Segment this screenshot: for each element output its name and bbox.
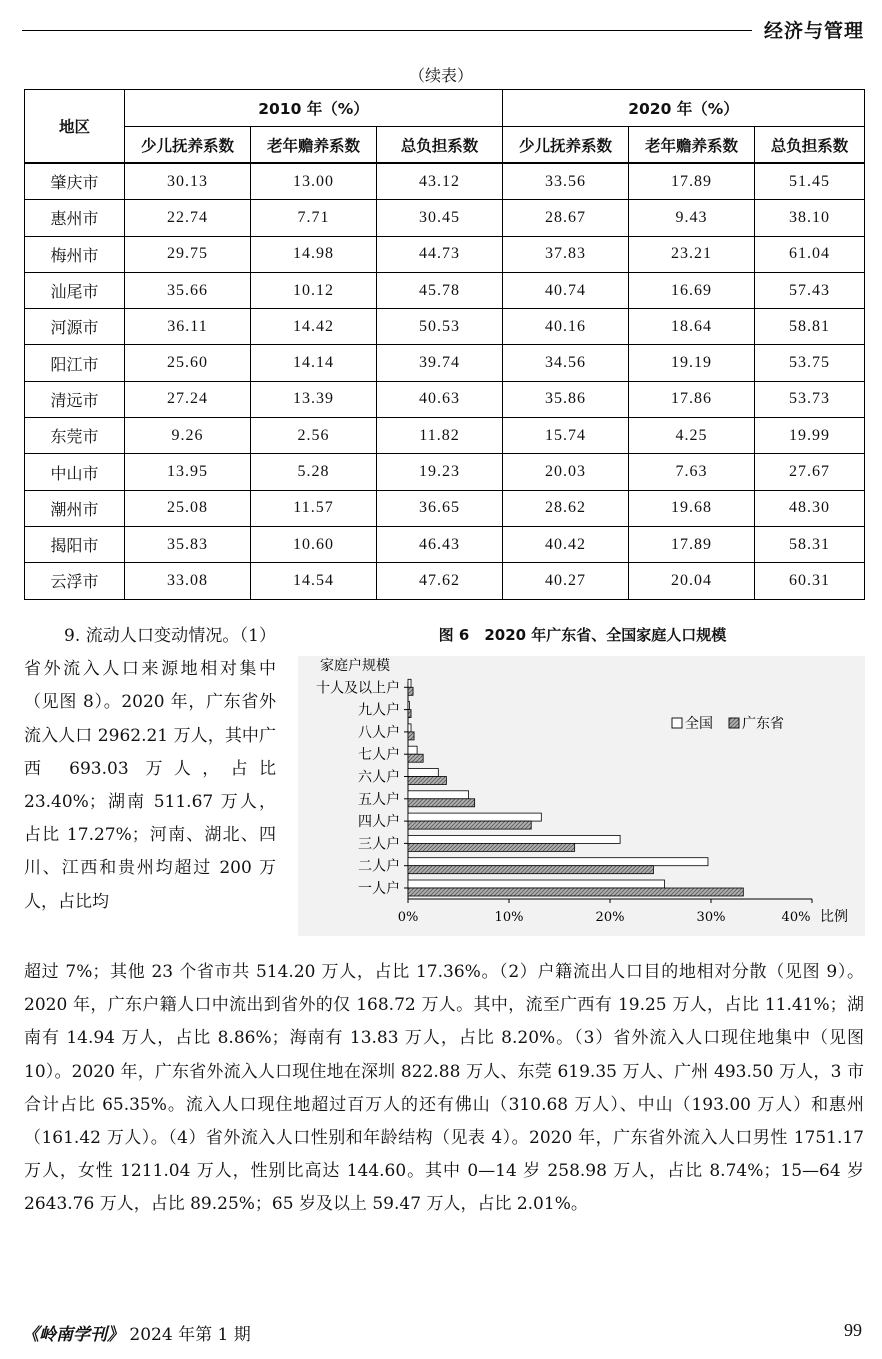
value-cell: 48.30 [755, 490, 865, 526]
column-header: 总负担系数 [755, 127, 865, 164]
table-row [25, 345, 865, 381]
bar-guangdong [408, 821, 531, 829]
table-row [25, 272, 865, 308]
value-cell: 19.19 [629, 345, 755, 381]
value-cell: 13.00 [251, 163, 377, 200]
paragraph-migration-intro-text: 9. 流动人口变动情况。（1）省外流入人口来源地相对集中（见图 8）。2020 年，广东省外流入人口 2962.21 万人，其中广西 693.03 万人，占比 23.40%；湖南 511.67 万人，占比 17.27%；河南、湖北、四川、江西和贵州均超过 200 万人，占比均 [24, 626, 276, 912]
x-tick-label: 10% [494, 910, 524, 925]
x-axis-title: 比例 [820, 909, 848, 925]
bar-national [408, 769, 438, 777]
region-cell: 揭阳市 [25, 526, 125, 562]
value-cell: 22.74 [125, 200, 251, 236]
value-cell: 17.89 [629, 526, 755, 562]
value-cell: 16.69 [629, 272, 755, 308]
paragraph-migration-detail: 超过 7%；其他 23 个省市共 514.20 万人，占比 17.36%。（2）户籍流出人口目的地相对分散（见图 9）。2020 年，广东户籍人口中流出到省外的仅 168.72 万人。其中，流至广西有 19.25 万人，占比 11.41%；湖南有 14.94 万人，占比 8.86%；海南有 13.83 万人，占比 8.20%。（3）省外流入人口现住地集中（见图 10）。2020 年，广东省外流入人口现住地在深圳 822.88 万人、东莞 619.35 万人、广州 493.50 万人，3 市合计占比 65.35%。流入人口现住地超过百万人的还有佛山（310.68 万人）、中山（193.00 万人）和惠州（161.42 万人）。（4）省外流入人口性别和年龄结构（见表 4）。2020 年，广东省外流入人口男性 1751.17 万人，女性 1211.04 万人，性别比高达 144.60。其中 0—14 岁 258.98 万人，占比 8.74%；15—64 岁 2643.76 万人，占比 89.25%；65 岁及以上 59.47 万人，占比 2.01%。 [24, 962, 864, 1215]
value-cell: 9.26 [125, 418, 251, 454]
region-cell: 东莞市 [25, 418, 125, 454]
x-tick-label: 30% [696, 910, 726, 925]
section-title: 经济与管理 [763, 20, 864, 42]
category-label: 七人户 [358, 747, 400, 764]
value-cell: 13.95 [125, 454, 251, 490]
table-row [25, 163, 865, 200]
value-cell: 23.21 [629, 236, 755, 272]
region-cell: 惠州市 [25, 200, 125, 236]
value-cell: 17.86 [629, 381, 755, 417]
bar-guangdong [408, 888, 743, 896]
value-cell: 15.74 [503, 418, 629, 454]
table-row [25, 454, 865, 490]
dependency-ratio-table [24, 89, 865, 600]
value-cell: 51.45 [755, 163, 865, 200]
bar-national [408, 724, 411, 732]
category-label: 三人户 [358, 836, 400, 853]
table-row [25, 563, 865, 599]
bar-national [408, 746, 417, 754]
value-cell: 2.56 [251, 418, 377, 454]
bar-guangdong [408, 687, 413, 695]
value-cell: 58.31 [755, 526, 865, 562]
legend-label-national: 全国 [685, 716, 713, 732]
bar-guangdong [408, 799, 475, 807]
table-row [25, 200, 865, 236]
value-cell: 25.08 [125, 490, 251, 526]
value-cell: 33.56 [503, 163, 629, 200]
bar-national [408, 835, 620, 843]
figure-title: 图 6 2020 年广东省、全国家庭人口规模 [438, 626, 727, 644]
value-cell: 39.74 [377, 345, 503, 381]
y-axis-title: 家庭户规模 [320, 658, 390, 674]
category-label: 二人户 [358, 858, 400, 875]
value-cell: 17.89 [629, 163, 755, 200]
value-cell: 37.83 [503, 236, 629, 272]
value-cell: 28.62 [503, 490, 629, 526]
legend-label-guangdong: 广东省 [742, 716, 784, 732]
value-cell: 14.42 [251, 309, 377, 345]
value-cell: 43.12 [377, 163, 503, 200]
value-cell: 7.63 [629, 454, 755, 490]
category-label: 四人户 [358, 814, 400, 831]
value-cell: 47.62 [377, 563, 503, 599]
table-row [25, 526, 865, 562]
value-cell: 19.99 [755, 418, 865, 454]
value-cell: 25.60 [125, 345, 251, 381]
value-cell: 14.54 [251, 563, 377, 599]
value-cell: 18.64 [629, 309, 755, 345]
table-row [25, 236, 865, 272]
value-cell: 53.73 [755, 381, 865, 417]
value-cell: 40.42 [503, 526, 629, 562]
value-cell: 29.75 [125, 236, 251, 272]
value-cell: 61.04 [755, 236, 865, 272]
legend-swatch-national [672, 718, 682, 728]
page-number: 99 [844, 1320, 862, 1340]
value-cell: 10.12 [251, 272, 377, 308]
column-header: 老年赡养系数 [251, 127, 377, 164]
value-cell: 14.98 [251, 236, 377, 272]
bar-national [408, 858, 708, 866]
column-header: 总负担系数 [377, 127, 503, 164]
region-cell: 云浮市 [25, 563, 125, 599]
value-cell: 5.28 [251, 454, 377, 490]
value-cell: 50.53 [377, 309, 503, 345]
column-header: 少儿抚养系数 [503, 127, 629, 164]
value-cell: 40.16 [503, 309, 629, 345]
value-cell: 33.08 [125, 563, 251, 599]
value-cell: 7.71 [251, 200, 377, 236]
value-cell: 35.86 [503, 381, 629, 417]
value-cell: 20.04 [629, 563, 755, 599]
journal-issue: 2024 年第 1 期 [129, 1325, 251, 1345]
category-label: 九人户 [358, 702, 400, 719]
bar-guangdong [408, 843, 575, 851]
region-cell: 中山市 [25, 454, 125, 490]
region-cell: 梅州市 [25, 236, 125, 272]
table-row [25, 381, 865, 417]
bar-guangdong [408, 754, 423, 762]
paragraph-migration-intro [24, 620, 276, 919]
value-cell: 35.66 [125, 272, 251, 308]
bar-national [408, 702, 410, 710]
value-cell: 28.67 [503, 200, 629, 236]
value-cell: 38.10 [755, 200, 865, 236]
table-row [25, 418, 865, 454]
region-cell: 肇庆市 [25, 163, 125, 200]
value-cell: 40.63 [377, 381, 503, 417]
group-header-2010: 2010 年（%） [125, 90, 503, 127]
value-cell: 44.73 [377, 236, 503, 272]
value-cell: 35.83 [125, 526, 251, 562]
value-cell: 10.60 [251, 526, 377, 562]
value-cell: 19.68 [629, 490, 755, 526]
bar-national [408, 791, 469, 799]
bar-guangdong [408, 777, 446, 785]
value-cell: 46.43 [377, 526, 503, 562]
value-cell: 30.13 [125, 163, 251, 200]
value-cell: 13.39 [251, 381, 377, 417]
value-cell: 9.43 [629, 200, 755, 236]
legend-swatch-guangdong [729, 718, 739, 728]
value-cell: 34.56 [503, 345, 629, 381]
column-header: 少儿抚养系数 [125, 127, 251, 164]
category-label: 八人户 [358, 724, 400, 741]
value-cell: 4.25 [629, 418, 755, 454]
value-cell: 60.31 [755, 563, 865, 599]
bar-guangdong [408, 732, 414, 740]
bar-guangdong [408, 866, 653, 874]
region-cell: 潮州市 [25, 490, 125, 526]
table-row [25, 490, 865, 526]
table-row [25, 309, 865, 345]
value-cell: 27.67 [755, 454, 865, 490]
value-cell: 27.24 [125, 381, 251, 417]
region-cell: 清远市 [25, 381, 125, 417]
value-cell: 53.75 [755, 345, 865, 381]
value-cell: 11.57 [251, 490, 377, 526]
value-cell: 20.03 [503, 454, 629, 490]
x-tick-label: 0% [397, 910, 419, 925]
category-label: 一人户 [358, 881, 400, 897]
journal-footer [22, 1320, 251, 1345]
bar-guangdong [408, 710, 411, 718]
value-cell: 11.82 [377, 418, 503, 454]
table-continued-label: （续表） [408, 66, 473, 85]
column-header: 老年赡养系数 [629, 127, 755, 164]
region-cell: 阳江市 [25, 345, 125, 381]
household-size-chart [298, 656, 865, 936]
region-cell: 汕尾市 [25, 272, 125, 308]
value-cell: 30.45 [377, 200, 503, 236]
region-header: 地区 [25, 90, 125, 164]
value-cell: 36.65 [377, 490, 503, 526]
group-header-2020: 2020 年（%） [503, 90, 865, 127]
value-cell: 19.23 [377, 454, 503, 490]
value-cell: 40.27 [503, 563, 629, 599]
category-label: 五人户 [358, 791, 400, 808]
value-cell: 40.74 [503, 272, 629, 308]
value-cell: 36.11 [125, 309, 251, 345]
value-cell: 45.78 [377, 272, 503, 308]
x-tick-label: 40% [781, 910, 811, 925]
region-cell: 河源市 [25, 309, 125, 345]
bar-national [408, 679, 411, 687]
value-cell: 14.14 [251, 345, 377, 381]
category-label: 十人及以上户 [316, 680, 400, 697]
value-cell: 57.43 [755, 272, 865, 308]
category-label: 六人户 [358, 769, 400, 786]
journal-name: 《岭南学刊》 [22, 1325, 124, 1345]
header-rule [22, 30, 752, 31]
value-cell: 58.81 [755, 309, 865, 345]
bar-national [408, 813, 541, 821]
bar-national [408, 880, 665, 888]
x-tick-label: 20% [595, 910, 625, 925]
